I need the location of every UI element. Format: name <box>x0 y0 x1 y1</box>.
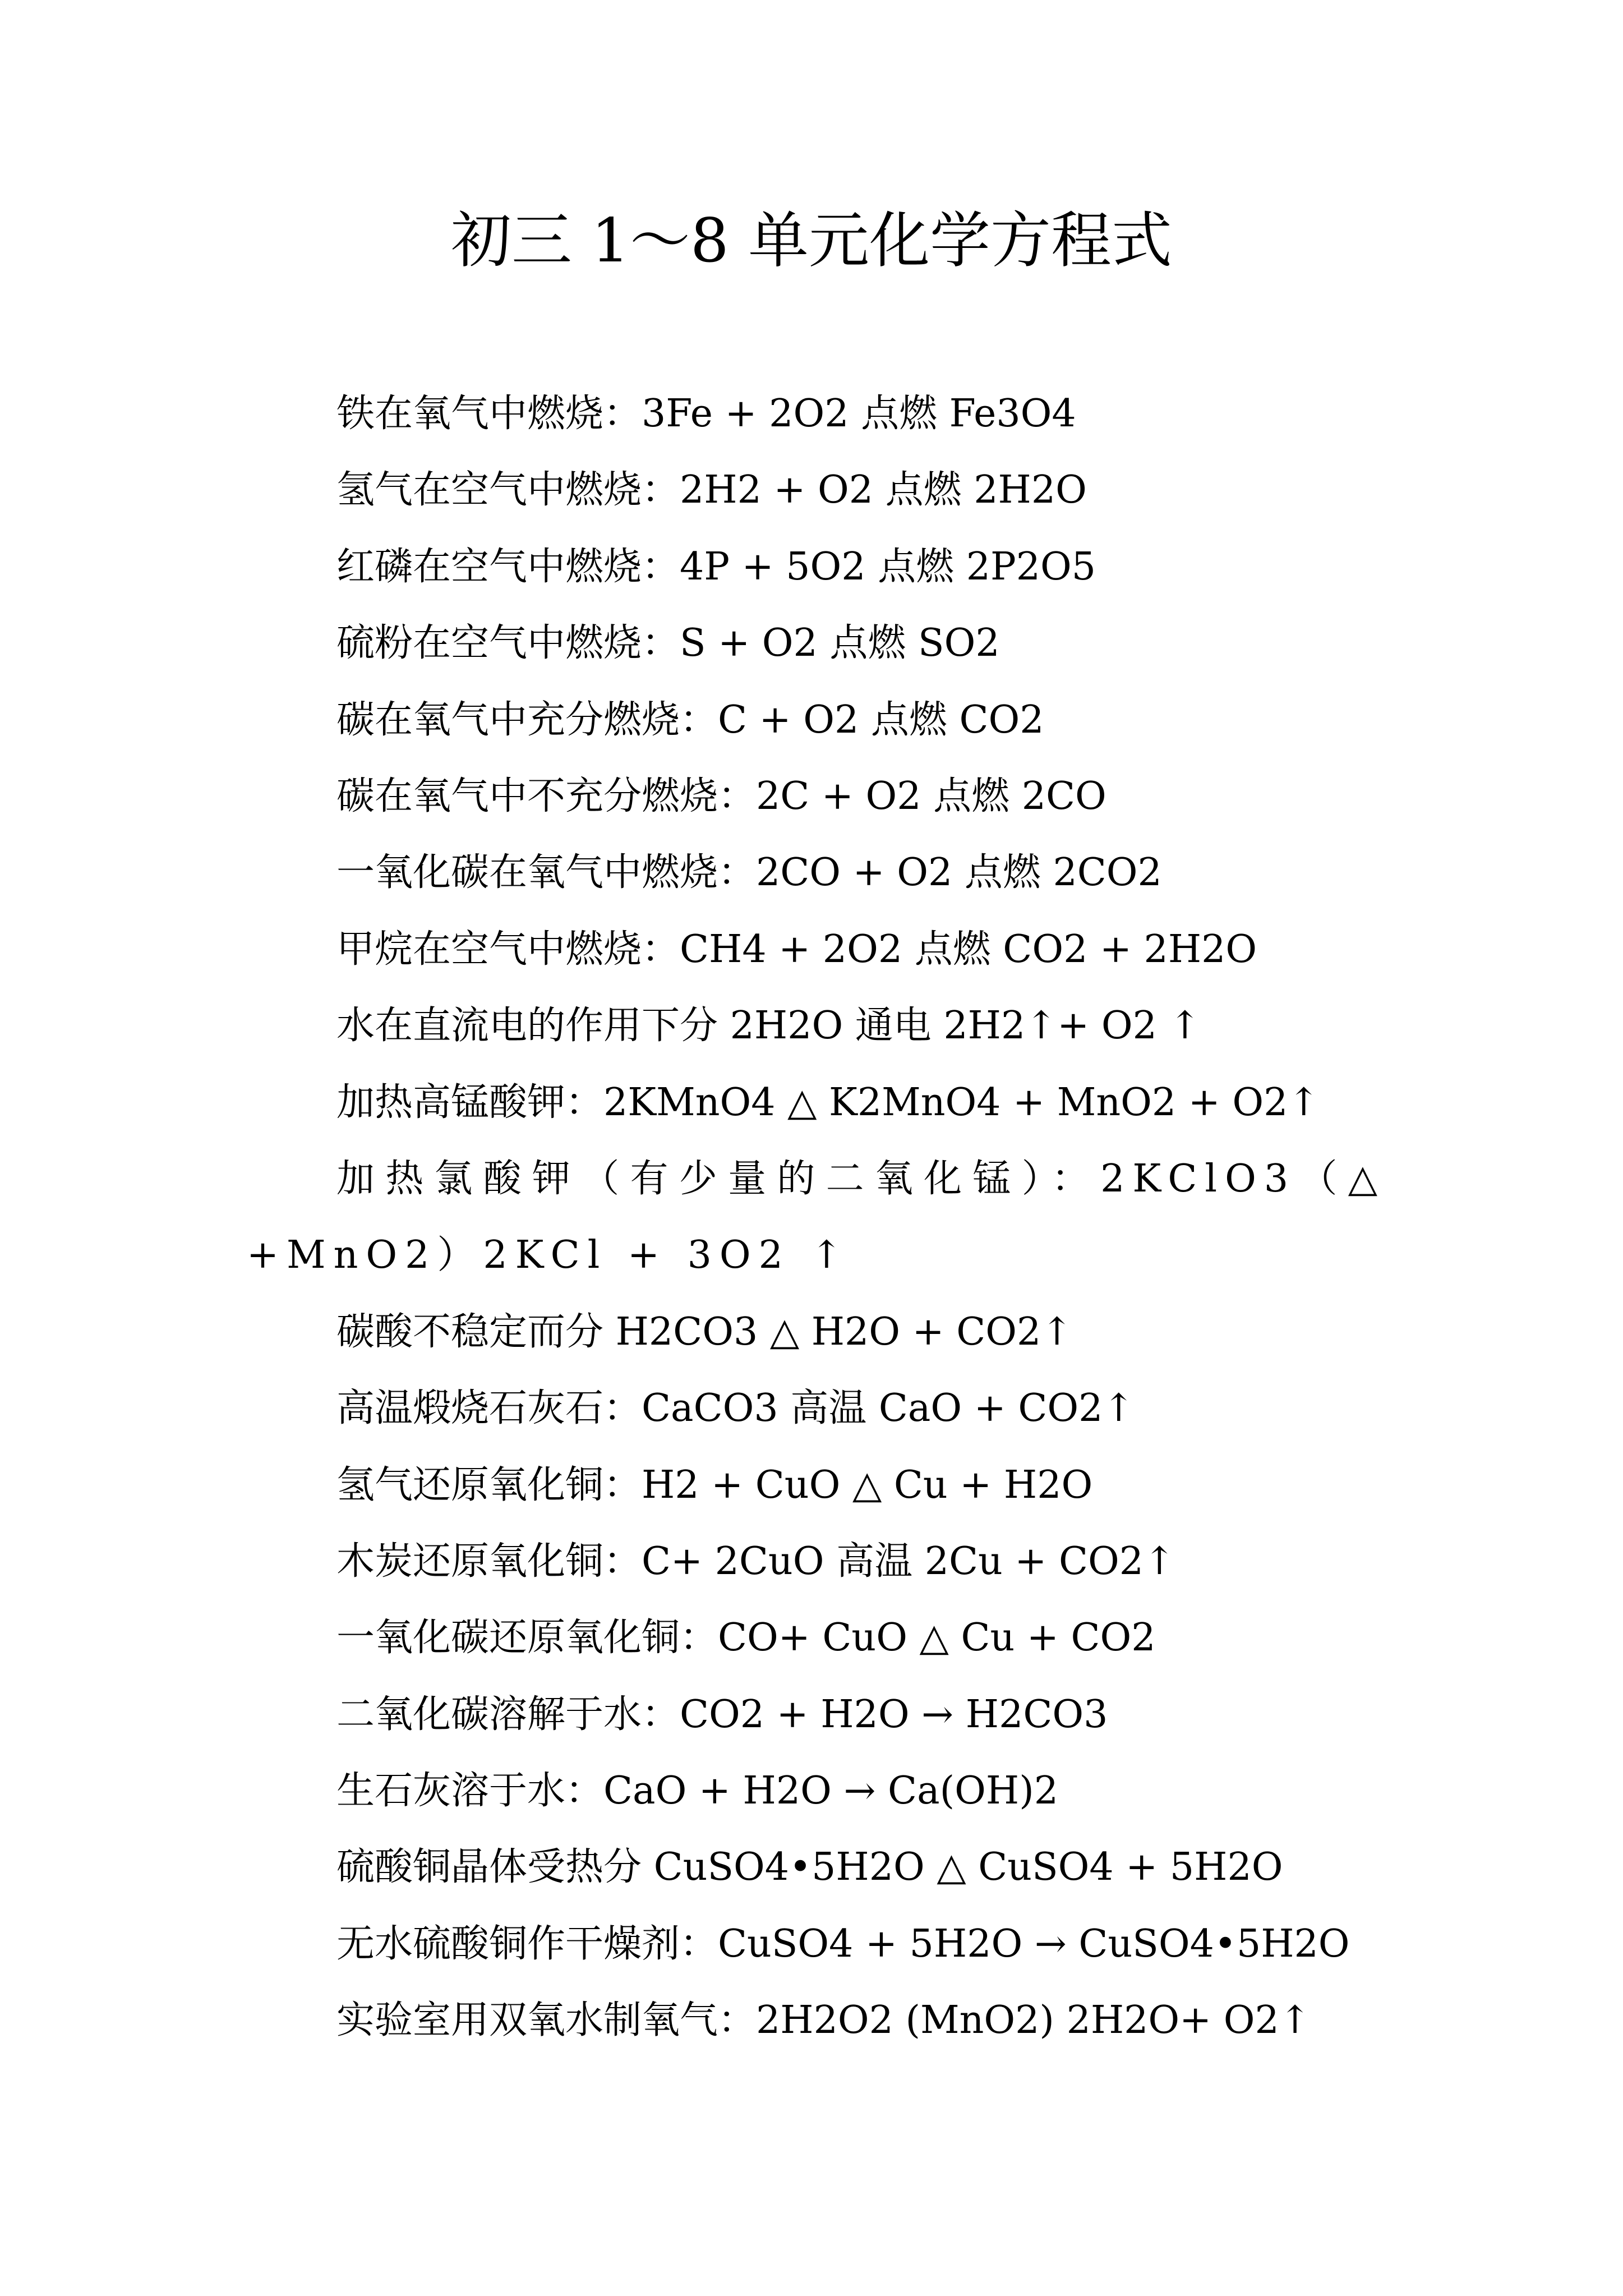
equation-line: 碳在氧气中充分燃烧：C + O2 点燃 CO2 <box>336 697 1044 742</box>
equation-line: 水在直流电的作用下分 2H2O 通电 2H2↑+ O2 ↑ <box>336 1004 1201 1048</box>
equation-line: 一氧化碳还原氧化铜：CO+ CuO △ Cu + CO2 <box>336 1616 1156 1660</box>
equation-line: 一氧化碳在氧气中燃烧：2CO + O2 点燃 2CO2 <box>336 850 1162 895</box>
equation-line: 红磷在空气中燃烧：4P + 5O2 点燃 2P2O5 <box>336 544 1096 589</box>
equation-line: 实验室用双氧水制氧气：2H2O2 (MnO2) 2H2O+ O2↑ <box>336 1998 1311 2043</box>
equation-line: 二氧化碳溶解于水：CO2 + H2O → H2CO3 <box>336 1692 1108 1737</box>
equation-line: 铁在氧气中燃烧：3Fe + 2O2 点燃 Fe3O4 <box>336 392 1076 436</box>
equation-line: 甲烷在空气中燃烧：CH4 + 2O2 点燃 CO2 + 2H2O <box>336 927 1257 972</box>
equation-line: 硫酸铜晶体受热分 CuSO4•5H2O △ CuSO4 + 5H2O <box>336 1845 1283 1890</box>
document-title: 初三 1～8 单元化学方程式 <box>450 206 1173 276</box>
equation-line: 碳酸不稳定而分 H2CO3 △ H2O + CO2↑ <box>336 1309 1073 1354</box>
equation-line: 氢气在空气中燃烧：2H2 + O2 点燃 2H2O <box>336 468 1087 513</box>
equation-list <box>247 376 1385 2059</box>
equation-line: 碳在氧气中不充分燃烧：2C + O2 点燃 2CO <box>336 774 1106 818</box>
equation-line: 硫粉在空气中燃烧：S + O2 点燃 SO2 <box>336 621 1000 666</box>
equation-line: 木炭还原氧化铜：C+ 2CuO 高温 2Cu + CO2↑ <box>336 1539 1176 1584</box>
equation-line: 生石灰溶于水：CaO + H2O → Ca(OH)2 <box>336 1769 1058 1814</box>
equation-line: 氢气还原氧化铜：H2 + CuO △ Cu + H2O <box>336 1462 1093 1507</box>
equation-line: 高温煅烧石灰石：CaCO3 高温 CaO + CO2↑ <box>336 1386 1135 1431</box>
equation-line: 加热高锰酸钾：2KMnO4 △ K2MnO4 + MnO2 + O2↑ <box>336 1080 1320 1125</box>
equation-line: 加热氯酸钾（有少量的二氧化锰）：2KClO3（△ +MnO2）2KCl + 3O2 ↑ <box>247 1156 1385 1278</box>
equation-line: 无水硫酸铜作干燥剂：CuSO4 + 5H2O → CuSO4•5H2O <box>336 1921 1350 1966</box>
